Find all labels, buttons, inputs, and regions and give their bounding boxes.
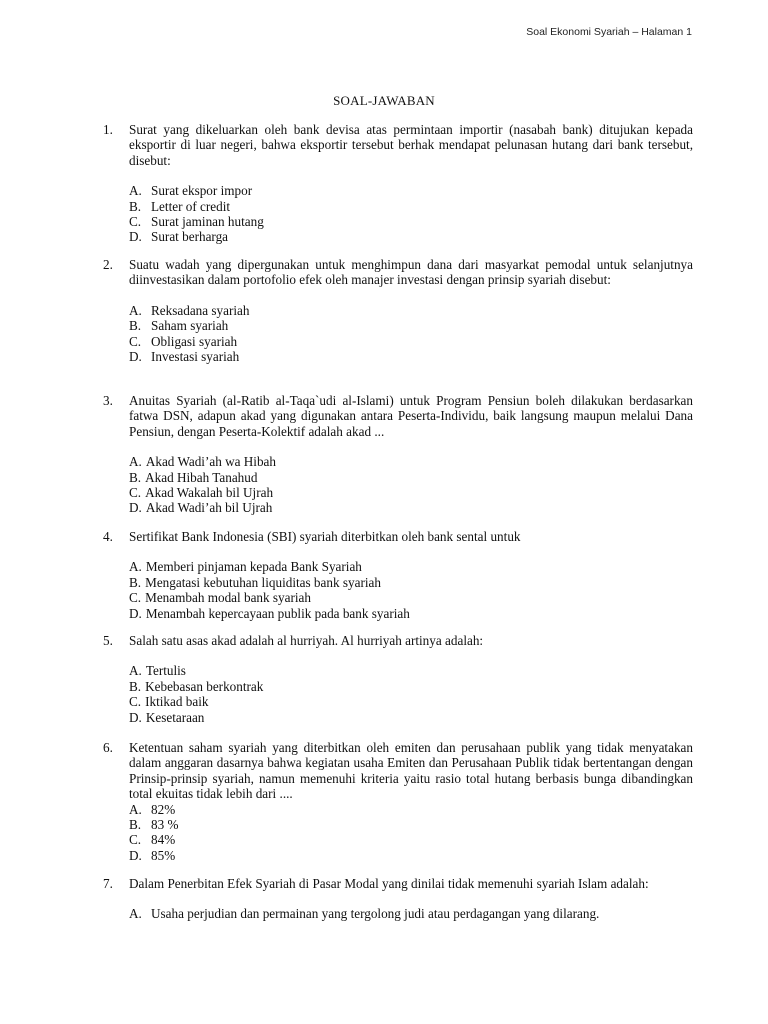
option-text: Surat berharga <box>151 229 229 245</box>
option-c <box>129 334 693 349</box>
question-number: 1. <box>103 122 113 137</box>
option-label: D. <box>129 709 142 725</box>
option-label: C. <box>129 333 142 349</box>
question-number: 4. <box>103 529 113 544</box>
option-label: C. <box>129 694 142 710</box>
option-b <box>129 817 693 832</box>
question-1 <box>103 122 693 245</box>
option-b <box>129 679 693 694</box>
option-text: 83 % <box>151 817 179 833</box>
option-text: Mengatasi kebutuhan liquiditas bank syariah <box>145 574 381 590</box>
option-d <box>129 710 693 725</box>
question-number: 2. <box>103 257 113 272</box>
option-text: Surat jaminan hutang <box>151 214 264 229</box>
page-title: SOAL-JAWABAN <box>333 93 435 108</box>
option-text: Akad Hibah Tanahud <box>145 469 258 485</box>
option-list <box>129 906 693 921</box>
question-3 <box>103 393 693 516</box>
option-a <box>129 906 693 921</box>
question-number: 7. <box>103 876 113 891</box>
question-number: 3. <box>103 393 113 408</box>
question-6 <box>103 740 693 863</box>
option-text: 84% <box>151 832 176 848</box>
option-label: D. <box>129 229 142 245</box>
option-label: C. <box>129 485 142 500</box>
question-text: Ketentuan saham syariah yang diterbitkan oleh emiten dan perusahaan publik yang tidak menyatakan dalam anggaran dasarnya bahwa kegiatan usaha Emiten dan Perusahaan Publik tidak bertentangan dengan Prinsip-prinsip syariah, namun memenuhi kriteria yaitu rasio total hutang berbasis bunga dibandingkan total ekuitas tidak lebih dari .... <box>129 740 693 802</box>
option-label: A. <box>129 302 142 318</box>
option-c <box>129 694 693 709</box>
option-label: B. <box>129 574 142 590</box>
option-text: Usaha perjudian dan permainan yang tergolong judi atau perdagangan yang dilarang. <box>151 906 600 922</box>
option-b <box>129 470 693 485</box>
option-text: Letter of credit <box>151 198 231 214</box>
option-d <box>129 349 693 364</box>
option-a <box>129 183 693 198</box>
question-number: 5. <box>103 633 113 648</box>
option-c <box>129 590 693 605</box>
option-label: A. <box>129 906 142 922</box>
option-label: A. <box>129 663 142 679</box>
option-c <box>129 214 693 229</box>
option-d <box>129 229 693 244</box>
option-text: Akad Wakalah bil Ujrah <box>145 485 274 500</box>
option-label: D. <box>129 500 142 516</box>
question-4 <box>103 529 693 621</box>
question-text: Anuitas Syariah (al-Ratib al-Taqa`udi al-Islami) untuk Program Pensiun boleh dilakukan berdasarkan fatwa DSN, adapun akad yang digunakan antara Peserta-Individu, baik langsung maupun melalui Dana Pensiun, dengan Peserta-Kolektif adalah akad ... <box>129 393 693 439</box>
question-number: 6. <box>103 740 113 755</box>
option-list <box>129 183 693 245</box>
option-list <box>129 303 693 365</box>
question-text: Suatu wadah yang dipergunakan untuk menghimpun dana dari masyarkat pemodal untuk selanjutnya diinvestasikan dalam portofolio efek oleh manajer investasi dengan prinsip syariah disebut: <box>129 257 693 288</box>
option-text: 82% <box>151 801 176 817</box>
option-text: Kebebasan berkontrak <box>145 678 264 694</box>
option-label: C. <box>129 590 142 606</box>
option-list <box>129 454 693 516</box>
option-list <box>129 663 693 725</box>
option-label: A. <box>129 454 142 470</box>
option-text: Kesetaraan <box>145 709 205 725</box>
option-label: C. <box>129 832 142 848</box>
question-5 <box>103 633 693 725</box>
option-a <box>129 559 693 574</box>
option-text: Akad Wadi’ah bil Ujrah <box>145 500 273 516</box>
option-b <box>129 318 693 333</box>
option-label: B. <box>129 318 142 334</box>
option-text: 85% <box>151 847 176 863</box>
question-2 <box>103 257 693 364</box>
option-text: Iktikad baik <box>145 694 209 710</box>
option-d <box>129 500 693 515</box>
option-c <box>129 832 693 847</box>
option-a <box>129 802 693 817</box>
option-label: B. <box>129 817 142 833</box>
option-list <box>129 802 693 864</box>
option-list <box>129 559 693 621</box>
option-label: D. <box>129 605 142 621</box>
option-text: Tertulis <box>145 663 186 679</box>
option-label: B. <box>129 198 142 214</box>
option-label: D. <box>129 847 142 863</box>
option-text: Obligasi syariah <box>151 333 238 349</box>
option-text: Surat ekspor impor <box>151 183 253 199</box>
option-text: Menambah modal bank syariah <box>145 590 311 606</box>
option-label: B. <box>129 678 142 694</box>
option-text: Menambah kepercayaan publik pada bank syariah <box>145 605 410 621</box>
option-label: A. <box>129 183 142 199</box>
option-d <box>129 848 693 863</box>
option-label: A. <box>129 801 142 817</box>
option-text: Investasi syariah <box>151 348 240 364</box>
option-label: B. <box>129 469 142 485</box>
option-b <box>129 575 693 590</box>
option-a <box>129 303 693 318</box>
question-text: Salah satu asas akad adalah al hurriyah. Al hurriyah artinya adalah: <box>129 633 484 648</box>
question-text: Dalam Penerbitan Efek Syariah di Pasar Modal yang dinilai tidak memenuhi syariah Islam adalah: <box>129 876 649 891</box>
option-a <box>129 454 693 469</box>
option-text: Memberi pinjaman kepada Bank Syariah <box>145 559 362 575</box>
question-text: Surat yang dikeluarkan oleh bank devisa atas permintaan importir (nasabah bank) ditujukan kepada eksportir di luar negeri, bahwa eksportir tersebut berhak mendapat pelunasan hutang dari bank tersebut, disebut: <box>129 122 693 168</box>
page-header: Soal Ekonomi Syariah – Halaman 1 <box>526 26 692 38</box>
option-a <box>129 663 693 678</box>
option-text: Reksadana syariah <box>151 302 250 318</box>
option-text: Akad Wadi’ah wa Hibah <box>145 454 276 470</box>
option-d <box>129 606 693 621</box>
option-c <box>129 485 693 500</box>
option-text: Saham syariah <box>151 318 229 334</box>
option-label: C. <box>129 214 142 229</box>
option-b <box>129 199 693 214</box>
question-7 <box>103 876 693 922</box>
question-text: Sertifikat Bank Indonesia (SBI) syariah diterbitkan oleh bank sental untuk <box>129 529 521 544</box>
option-label: D. <box>129 348 142 364</box>
option-label: A. <box>129 559 142 575</box>
